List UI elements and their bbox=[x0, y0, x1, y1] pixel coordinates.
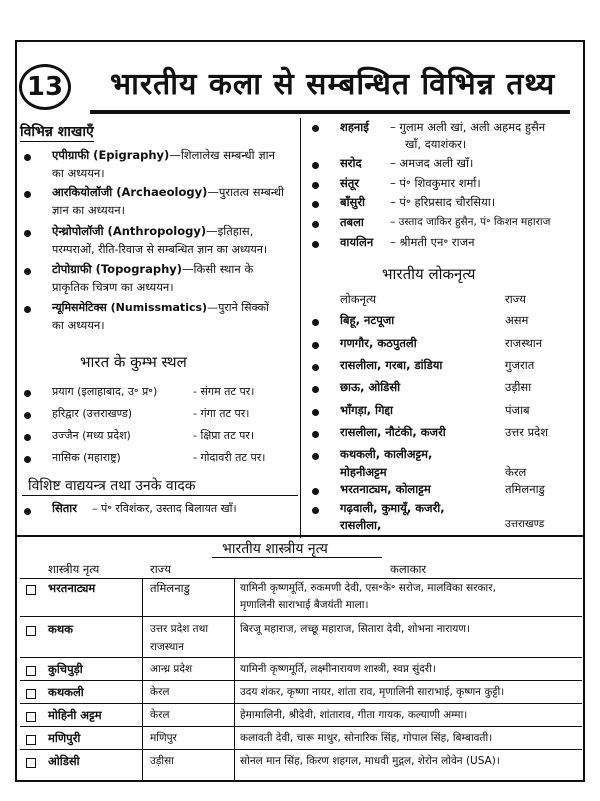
table-rule bbox=[20, 616, 582, 617]
bullet bbox=[312, 201, 319, 208]
instrument-name: तबला bbox=[340, 215, 364, 229]
folk-state: उत्तर प्रदेश bbox=[505, 425, 549, 439]
branch-item: टोपोग्राफी (Topography)—किसी स्थान के bbox=[52, 262, 254, 276]
bullet bbox=[24, 412, 31, 419]
instrument-players: – पं॰ रविशंकर, उस्ताद बिलायत खाँ। bbox=[92, 502, 237, 515]
instrument-name: शहनाई bbox=[340, 120, 369, 134]
branch-item-cont: ज्ञान का अध्ययन। bbox=[52, 203, 126, 217]
branch-item-cont: का अध्ययन। bbox=[52, 318, 105, 332]
classical-state: उत्तर प्रदेश तथा bbox=[150, 623, 209, 635]
folk-state: असम bbox=[505, 313, 529, 327]
classical-state: तमिलनाडु bbox=[150, 581, 190, 595]
instrument-name: सितार bbox=[52, 501, 77, 515]
classical-artists: यामिनी कृष्णमूर्ति, रुकमणी देवी, एस॰के॰ सरोज, मालविका सरकार, bbox=[240, 582, 496, 594]
classical-dance: कुचिपुड़ी bbox=[48, 662, 83, 676]
bullet bbox=[312, 507, 319, 514]
folk-dance: भरतनाट्यम, कोलाट्टम bbox=[340, 482, 431, 496]
folk-heading: भारतीय लोकनृत्य bbox=[382, 265, 476, 283]
bullet bbox=[312, 409, 319, 416]
bullet bbox=[24, 154, 31, 161]
table-rule bbox=[20, 657, 582, 658]
bullet bbox=[312, 221, 319, 228]
bullet bbox=[312, 431, 319, 438]
classical-dance: मणिपुरी bbox=[48, 731, 81, 745]
branch-item-cont: परम्पराओं, रीति-रिवाज से सम्बन्धित ज्ञान का अध्ययन। bbox=[52, 243, 268, 256]
classical-col-artists: कलाकार bbox=[390, 562, 427, 576]
folk-state: तमिलनाडु bbox=[505, 482, 545, 496]
kumbh-heading: भारत के कुम्भ स्थल bbox=[80, 353, 187, 371]
bullet bbox=[24, 508, 31, 515]
checkbox-square bbox=[26, 666, 36, 676]
classical-state: मणिपुर bbox=[150, 732, 177, 744]
bullet bbox=[24, 456, 31, 463]
instrument-players: – गुलाम अली खां, अली अहमद हुसैन bbox=[390, 120, 546, 134]
instrument-players: – श्रीमती एन॰ राजन bbox=[390, 235, 475, 249]
folk-dance: रासलीला, नौटंकी, कजरी bbox=[340, 425, 446, 439]
chapter-number-badge: 13 bbox=[19, 64, 71, 110]
instrument-name: बाँसुरी bbox=[340, 195, 366, 209]
bullet bbox=[312, 386, 319, 393]
classical-state: केरल bbox=[150, 709, 170, 721]
folk-state: पंजाब bbox=[505, 403, 530, 417]
kumbh-place: नासिक (महाराष्ट्र) bbox=[52, 451, 121, 464]
table-col-divider bbox=[234, 578, 235, 780]
bullet bbox=[24, 268, 31, 275]
bullet bbox=[312, 182, 319, 189]
bullet bbox=[24, 390, 31, 397]
instrument-players: – पं॰ हरिप्रसाद चौरसिया। bbox=[390, 195, 496, 209]
classical-dance: ओडिसी bbox=[48, 754, 80, 768]
kumbh-location: - क्षिप्रा तट पर। bbox=[193, 429, 255, 442]
folk-dance: कथकली, कालीअट्टम, bbox=[340, 447, 433, 461]
classical-artists: सोनल मान सिंह, किरण शहगल, माधवी मुद्गल, शेरोन लोवेन (USA)। bbox=[240, 755, 500, 767]
folk-state: उत्तराखण्ड bbox=[505, 518, 545, 530]
classical-artists: बिरजू महाराज, लच्छू महाराज, सितारा देवी, शोभना नारायण। bbox=[240, 623, 470, 635]
table-rule bbox=[20, 703, 582, 704]
classical-dance: कथक bbox=[48, 622, 74, 636]
kumbh-location: - गोदावरी तट पर। bbox=[193, 451, 266, 464]
bullet bbox=[312, 162, 319, 169]
folk-dance: गढ़वाली, कुमायूँ, कजरी, bbox=[340, 501, 445, 515]
branch-item: न्यूमिसमेटिक्स (Numissmatics)—पुराने सिक्कों bbox=[52, 301, 269, 314]
table-rule bbox=[20, 578, 582, 579]
bullet bbox=[312, 319, 319, 326]
title-underline bbox=[90, 110, 570, 114]
bullet bbox=[312, 364, 319, 371]
bullet bbox=[312, 125, 319, 132]
classical-dance: मोहिनी अट्टम bbox=[48, 708, 102, 722]
bullet bbox=[312, 488, 319, 495]
kumbh-location: - संगम तट पर। bbox=[193, 385, 255, 398]
folk-state: गुजरात bbox=[505, 358, 535, 372]
bullet bbox=[24, 434, 31, 441]
folk-state: केरल bbox=[505, 465, 527, 479]
instrument-name: संतूर bbox=[340, 176, 360, 190]
kumbh-place: उज्जैन (मध्य प्रदेश) bbox=[52, 429, 131, 442]
folk-dance-cont: मोहनीअट्टम bbox=[340, 465, 387, 479]
table-rule bbox=[20, 749, 582, 750]
folk-col-dance: लोकनृत्य bbox=[340, 292, 376, 306]
folk-dance-cont: रासलीला, bbox=[340, 518, 382, 532]
bullet bbox=[312, 241, 319, 248]
classical-dance: कथकली bbox=[48, 685, 84, 699]
classical-artists: हेमामालिनी, श्रीदेवी, शांताराव, गीता गायक, कल्याणी अम्मा। bbox=[240, 709, 468, 721]
classical-heading: भारतीय शास्त्रीय नृत्य bbox=[222, 541, 328, 557]
classical-heading-rule bbox=[212, 557, 382, 558]
folk-col-state: राज्य bbox=[505, 292, 526, 306]
instruments-heading: विशिष्ट वाद्ययन्त्र तथा उनके वादक bbox=[28, 478, 196, 494]
instrument-name: वायलिन bbox=[340, 235, 374, 249]
folk-dance: गणगौर, कठपुतली bbox=[340, 336, 417, 350]
checkbox-square bbox=[26, 758, 36, 768]
classical-artists: उदय शंकर, कृष्णा नायर, शांता राव, मृणालिनी साराभाई, कृष्णन कुट्टी। bbox=[240, 686, 505, 698]
folk-state: राजस्थान bbox=[505, 336, 543, 350]
classical-top-rule bbox=[15, 535, 585, 537]
chapter-title: भारतीय कला से सम्बन्धित विभिन्न तथ्य bbox=[110, 67, 556, 102]
bullet bbox=[312, 342, 319, 349]
instrument-players: – उस्ताद जाकिर हुसैन, पं॰ किशन महाराज bbox=[390, 216, 551, 228]
branch-item: एपीग्राफी (Epigraphy)—शिलालेख सम्बन्धी ज्ञान bbox=[52, 148, 275, 162]
folk-dance: बिहू, नटपूजा bbox=[340, 313, 395, 327]
branch-item: आरकियोलॉजी (Archaeology)—पुरातत्व सम्बन्धी bbox=[52, 185, 285, 199]
instrument-name: सरोद bbox=[340, 156, 362, 170]
instruments-heading-rule bbox=[22, 495, 298, 496]
classical-col-dance: शास्त्रीय नृत्य bbox=[48, 562, 100, 576]
classical-col-state: राज्य bbox=[150, 562, 171, 576]
bullet bbox=[312, 453, 319, 460]
table-rule bbox=[20, 680, 582, 681]
instrument-players: – अमजद अली खाँ। bbox=[390, 156, 474, 170]
classical-state: आन्ध्र प्रदेश bbox=[150, 663, 193, 675]
folk-dance: छाऊ, ओडिसी bbox=[340, 380, 401, 394]
classical-artists: यामिनी कृष्णमूर्ति, लक्ष्मीनारायण शास्त्री, स्वप्न सुंदरी। bbox=[240, 663, 436, 675]
kumbh-location: - गंगा तट पर। bbox=[193, 407, 250, 420]
classical-artists-cont: मृणालिनी साराभाई बैजयंती माला। bbox=[240, 599, 369, 611]
table-col-divider bbox=[142, 578, 143, 780]
kumbh-place: प्रयाग (इलाहाबाद, उ॰ प्र॰) bbox=[52, 385, 158, 398]
instrument-players-cont: खाँ, दयाशंकर। bbox=[405, 137, 467, 151]
classical-dance: भरतनाट्यम bbox=[48, 581, 96, 595]
checkbox-square bbox=[26, 585, 36, 595]
checkbox-square bbox=[26, 735, 36, 745]
bullet bbox=[24, 230, 31, 237]
checkbox-square bbox=[26, 626, 36, 636]
checkbox-square bbox=[26, 689, 36, 699]
classical-artists: कलावती देवी, चारू माथुर, सोनारिक सिंह, गोपाल सिंह, बिम्बावती। bbox=[240, 732, 493, 744]
instrument-players: – पं॰ शिवकुमार शर्मा। bbox=[390, 176, 481, 190]
kumbh-place: हरिद्वार (उत्तराखण्ड) bbox=[52, 407, 133, 420]
branch-item-cont: प्राकृतिक चित्रण का अध्ययन। bbox=[52, 280, 174, 294]
classical-state-cont: राजस्थान bbox=[150, 641, 184, 653]
classical-state: उड़ीसा bbox=[150, 755, 174, 767]
branches-heading: विभिन्न शाखाएँ bbox=[20, 124, 94, 140]
folk-dance: भाँगड़ा, गिद्दा bbox=[340, 403, 394, 417]
branch-item-cont: का अध्ययन। bbox=[52, 166, 105, 180]
bullet bbox=[24, 306, 31, 313]
table-rule bbox=[20, 726, 582, 727]
classical-state: केरल bbox=[150, 686, 170, 698]
folk-state: उड़ीसा bbox=[505, 380, 532, 394]
branch-item: ऐन्थ्रोपोलॉजी (Anthropology)—इतिहास, bbox=[52, 224, 254, 238]
bullet bbox=[24, 191, 31, 198]
folk-dance: रासलीला, गरबा, डांडिया bbox=[340, 358, 443, 372]
checkbox-square bbox=[26, 712, 36, 722]
column-divider bbox=[300, 118, 301, 538]
